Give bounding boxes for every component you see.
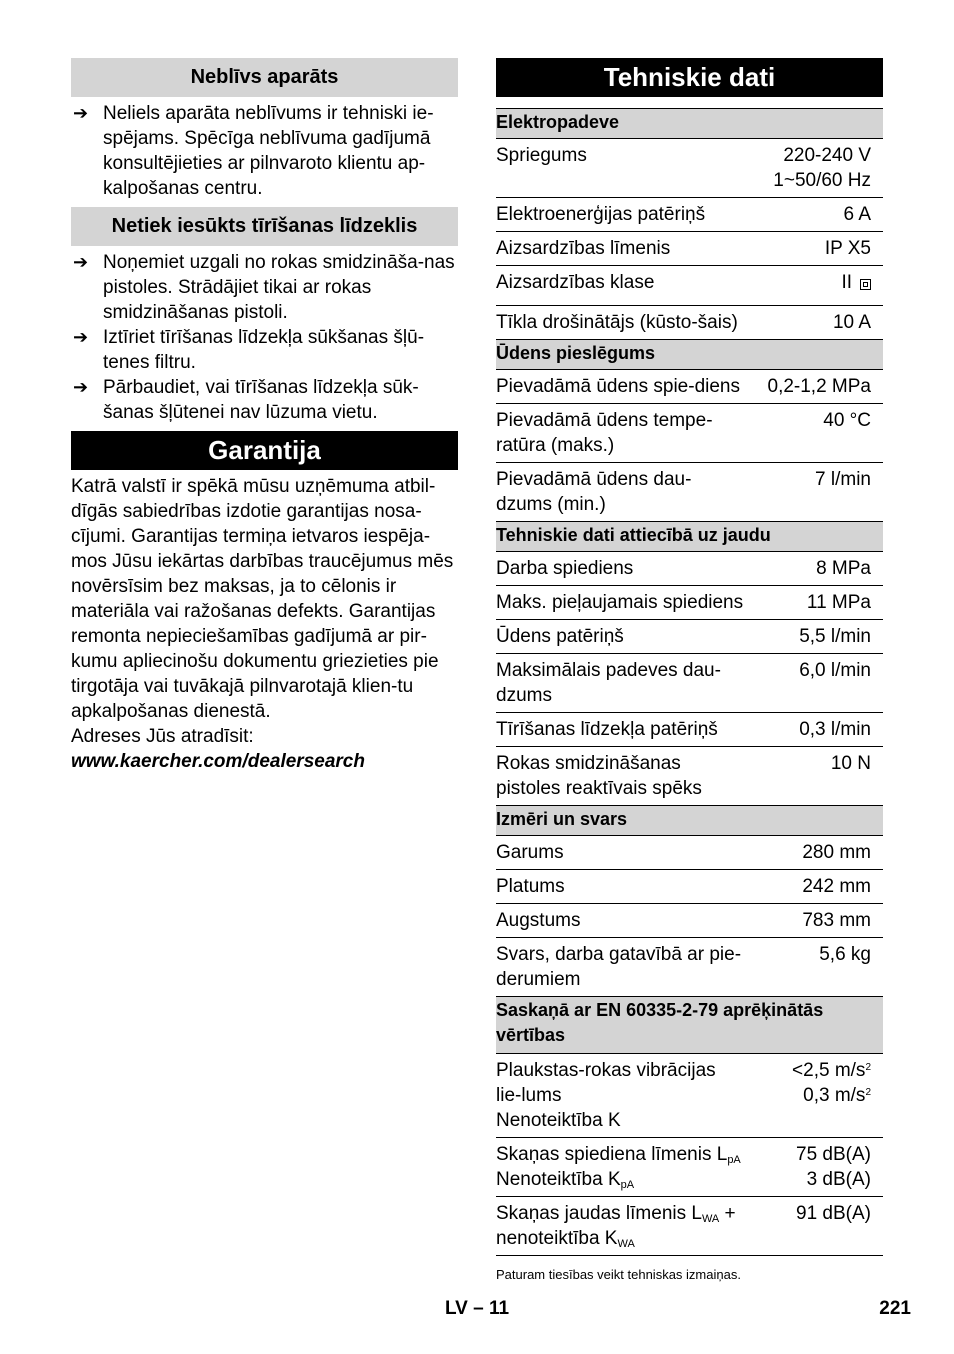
section-row — [496, 340, 883, 370]
table-row — [496, 139, 883, 198]
table-row — [496, 306, 883, 340]
list-item — [71, 101, 458, 201]
table-row — [496, 463, 883, 522]
table-row — [496, 870, 883, 904]
inlet-temp-label: Pievadāmā ūdens tempe-ratūra (maks.) — [496, 404, 752, 463]
consumption-value: 6 A — [752, 198, 883, 232]
weight-label: Svars, darba gatavībā ar pie-derumiem — [496, 938, 752, 997]
width-label: Platums — [496, 870, 752, 904]
tech-data-table — [496, 108, 883, 1256]
vibration-label — [496, 1054, 752, 1138]
detergent-consumption-value: 0,3 l/min — [752, 713, 883, 747]
section-power: Elektropadeve — [496, 109, 883, 139]
section-row — [496, 997, 883, 1054]
table-row — [496, 938, 883, 997]
table-row — [496, 404, 883, 463]
table-row — [496, 1138, 883, 1197]
vibration-value-text: <2,5 m/s — [792, 1060, 866, 1081]
sound-pressure-label-text: Skaņas spiediena līmenis L — [496, 1144, 728, 1165]
inlet-pressure-label: Pievadāmā ūdens spie-diens — [496, 370, 752, 404]
vibration-value — [752, 1054, 883, 1138]
work-pressure-label: Darba spiediens — [496, 552, 752, 586]
sound-pressure-subscript: pA — [727, 1154, 741, 1166]
list-item — [71, 375, 458, 425]
footer-section-label: LV – 11 — [444, 1298, 510, 1319]
length-value: 280 mm — [752, 836, 883, 870]
table-row — [496, 198, 883, 232]
squared-superscript: 2 — [865, 1062, 871, 1073]
arrow-right-icon: ➔ — [73, 103, 89, 123]
water-consumption-value: 5,5 l/min — [752, 620, 883, 654]
sound-pressure-label — [496, 1138, 752, 1197]
table-row — [496, 370, 883, 404]
tech-data-heading: Tehniskie dati — [496, 58, 883, 97]
sound-pressure-uncertainty-value: 3 dB(A) — [806, 1169, 871, 1190]
page-number: 221 — [879, 1298, 911, 1319]
list-item — [71, 325, 458, 375]
table-row — [496, 1054, 883, 1138]
protection-class-2-icon — [860, 279, 871, 290]
table-row — [496, 1197, 883, 1256]
inlet-flow-value: 7 l/min — [752, 463, 883, 522]
arrow-right-icon: ➔ — [73, 377, 89, 397]
arrow-right-icon: ➔ — [73, 252, 89, 272]
inlet-temp-value: 40 °C — [752, 404, 883, 463]
sound-power-subscript: WA — [701, 1213, 720, 1225]
section-water: Ūdens pieslēgums — [496, 340, 883, 370]
leak-list — [71, 101, 458, 201]
max-pressure-value: 11 MPa — [752, 586, 883, 620]
sound-power-uncertainty-label: nenoteiktība K — [496, 1228, 618, 1249]
water-consumption-label: Ūdens patēriņš — [496, 620, 752, 654]
inlet-pressure-value: 0,2-1,2 MPa — [752, 370, 883, 404]
voltage-label: Spriegums — [496, 139, 752, 198]
section-dimensions: Izmēri un svars — [496, 806, 883, 836]
vibration-uncertainty-label: Nenoteiktība K — [496, 1110, 621, 1131]
protection-value: IP X5 — [752, 232, 883, 266]
table-row — [496, 620, 883, 654]
right-column — [496, 58, 883, 1282]
sound-power-label-text: Skaņas jaudas līmenis L — [496, 1203, 702, 1224]
table-row — [496, 266, 883, 306]
vibration-label-text: Plaukstas-rokas vibrācijas lie-lums — [496, 1060, 716, 1106]
squared-superscript: 2 — [865, 1087, 871, 1098]
table-row — [496, 552, 883, 586]
table-row — [496, 747, 883, 806]
table-row — [496, 654, 883, 713]
table-row — [496, 713, 883, 747]
table-row — [496, 904, 883, 938]
sound-power-plus: + — [719, 1203, 736, 1224]
work-pressure-value: 8 MPa — [752, 552, 883, 586]
vibration-value-line — [752, 1058, 871, 1083]
reaction-force-label: Rokas smidzināšanas pistoles reaktīvais spēks — [496, 747, 752, 806]
sound-pressure-uncertainty-subscript: pA — [620, 1179, 635, 1191]
section-row — [496, 806, 883, 836]
max-flow-value: 6,0 l/min — [752, 654, 883, 713]
inlet-flow-label: Pievadāmā ūdens dau-dzums (min.) — [496, 463, 752, 522]
detergent-list — [71, 250, 458, 425]
changes-note: Paturam tiesības veikt tehniskas izmaiņas. — [496, 1267, 741, 1282]
vibration-uncertainty-line — [752, 1083, 871, 1108]
list-item-text: Iztīriet tīrīšanas līdzekļa sūkšanas šļū-tenes filtru. — [103, 327, 425, 373]
dealer-search-link[interactable]: www.kaercher.com/dealersearch — [71, 751, 365, 772]
address-label: Adreses Jūs atradīsit: — [71, 726, 254, 747]
height-label: Augstums — [496, 904, 752, 938]
section-pressure: Tehniskie dati attiecībā uz jaudu — [496, 522, 883, 552]
consumption-label: Elektroenerģijas patēriņš — [496, 198, 752, 232]
fuse-label: Tīkla drošinātājs (kūsto-šais) — [496, 306, 752, 340]
sound-pressure-value — [752, 1138, 883, 1197]
table-row — [496, 232, 883, 266]
section-row — [496, 109, 883, 139]
sound-power-value: 91 dB(A) — [752, 1197, 883, 1256]
class-value-text: II — [841, 272, 852, 293]
voltage-value — [752, 139, 883, 198]
list-item-text: Pārbaudiet, vai tīrīšanas līdzekļa sūk-šanas šļūtenei nav lūzuma vietu. — [103, 377, 419, 423]
sound-pressure-uncertainty-label: Nenoteiktība K — [496, 1169, 621, 1190]
sound-power-label — [496, 1197, 752, 1256]
left-column — [71, 58, 458, 774]
weight-value: 5,6 kg — [752, 938, 883, 997]
detergent-consumption-label: Tīrīšanas līdzekļa patēriņš — [496, 713, 752, 747]
warranty-text: Katrā valstī ir spēkā mūsu uzņēmuma atbil-dīgās sabiedrības izdotie garantijas nosa-cījumi. Garantijas termiņa ietvaros iespēja-mos Jūsu iekārtas darbības traucējumus mēs novērsīsim bez maksas, ja to cēlonis ir materiāla vai ražošanas defekts. Garantijas remonta nepieciešamības gadījumā ar pir-kumu apliecinošu dokumentu griezieties pie tirgotāja vai tuvākajā pilnvarotajā klien-tu apkalpošanas dienestā. — [71, 476, 454, 722]
detergent-heading: Netiek iesūkts tīrīšanas līdzeklis — [71, 207, 458, 246]
length-label: Garums — [496, 836, 752, 870]
max-pressure-label: Maks. pieļaujamais spiediens — [496, 586, 752, 620]
reaction-force-value: 10 N — [752, 747, 883, 806]
section-en-values: Saskaņā ar EN 60335-2-79 aprēķinātās vērtības — [496, 997, 883, 1054]
class-label: Aizsardzības klase — [496, 266, 752, 306]
leak-heading: Neblīvs aparāts — [71, 58, 458, 97]
height-value: 783 mm — [752, 904, 883, 938]
section-row — [496, 522, 883, 552]
class-value — [752, 266, 883, 306]
sound-power-uncertainty-subscript: WA — [617, 1238, 635, 1250]
max-flow-label: Maksimālais padeves dau-dzums — [496, 654, 752, 713]
arrow-right-icon: ➔ — [73, 327, 89, 347]
warranty-heading: Garantija — [71, 431, 458, 470]
voltage-value-2: 1~50/60 Hz — [773, 170, 871, 191]
list-item-text: Neliels aparāta neblīvums ir tehniski ie-spējams. Spēcīga neblīvuma gadījumā konsultējieties ar pilnvaroto klientu ap-kalpošanas centru. — [103, 103, 434, 199]
sound-pressure-value-text: 75 dB(A) — [796, 1144, 871, 1165]
list-item — [71, 250, 458, 325]
list-item-text: Noņemiet uzgali no rokas smidzināša-nas pistoles. Strādājiet tikai ar rokas smidzināšanas pistoli. — [103, 252, 455, 323]
width-value: 242 mm — [752, 870, 883, 904]
protection-label: Aizsardzības līmenis — [496, 232, 752, 266]
voltage-value-1: 220-240 V — [783, 145, 871, 166]
vibration-uncertainty-value: 0,3 m/s — [803, 1085, 866, 1106]
fuse-value: 10 A — [752, 306, 883, 340]
table-row — [496, 586, 883, 620]
table-row — [496, 836, 883, 870]
